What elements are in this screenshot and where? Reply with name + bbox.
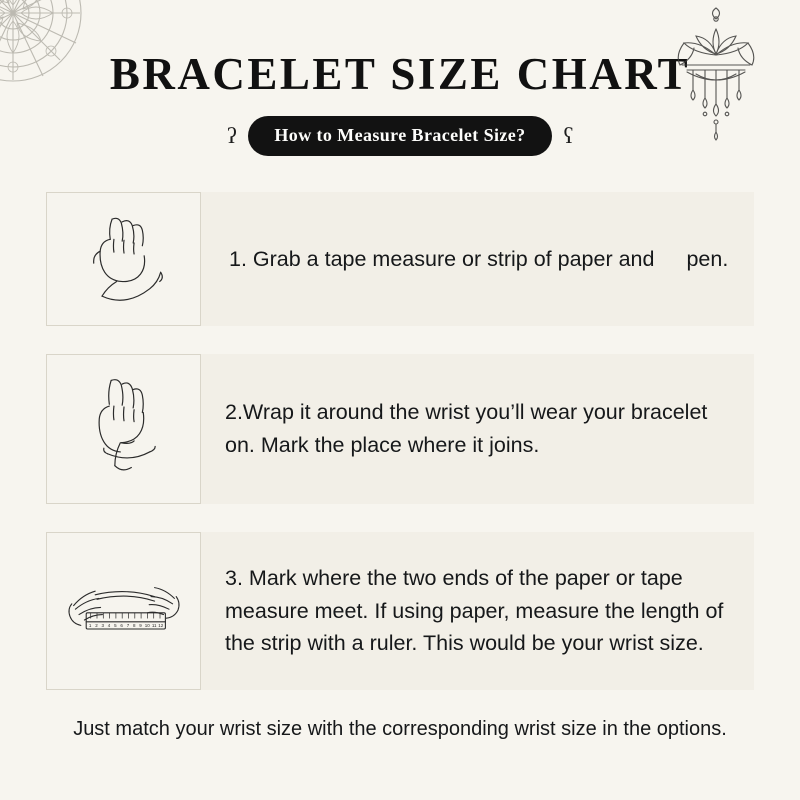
step-1-line-2: pen. <box>686 246 729 271</box>
svg-text:7: 7 <box>126 623 129 629</box>
page-header <box>0 0 800 156</box>
svg-text:5: 5 <box>113 623 117 629</box>
step-1-illustration <box>46 192 201 326</box>
svg-text:6: 6 <box>119 623 123 629</box>
svg-text:8: 8 <box>132 623 136 629</box>
flourish-left-icon: ʕ <box>226 123 237 148</box>
svg-text:10: 10 <box>144 623 150 629</box>
step-2-text: 2.Wrap it around the wrist you’ll wear your bracelet on. Mark the place where it joins. <box>225 400 708 457</box>
step-item <box>46 532 754 690</box>
how-to-measure-badge: How to Measure Bracelet Size? <box>248 116 551 156</box>
svg-text:3: 3 <box>101 623 104 629</box>
hand-fist-with-tape-icon <box>69 206 179 312</box>
svg-text:2: 2 <box>94 623 98 629</box>
steps-list <box>0 192 800 690</box>
svg-text:4: 4 <box>107 623 110 629</box>
step-1-line-1: 1. Grab a tape measure or strip of paper and <box>229 246 655 271</box>
hand-with-tape-around-wrist-icon <box>69 369 179 489</box>
step-2-illustration <box>46 354 201 504</box>
footer-note: Just match your wrist size with the corresponding wrist size in the options. <box>73 718 727 740</box>
page-title: BRACELET SIZE CHART <box>109 49 691 99</box>
subtitle-row <box>0 116 800 156</box>
step-3-text: 3. Mark where the two ends of the paper or tape measure meet. If using paper, measure the length of the strip with a ruler. This would be your wrist size. <box>225 565 724 656</box>
svg-text:1: 1 <box>88 623 91 629</box>
step-1-text <box>201 192 754 326</box>
step-item <box>46 192 754 326</box>
step-item <box>46 354 754 504</box>
svg-text:9: 9 <box>138 623 142 629</box>
step-3-illustration <box>46 532 201 690</box>
hands-measuring-strip-with-ruler-icon <box>61 557 187 665</box>
flourish-right-icon: ʕ <box>563 123 574 148</box>
svg-text:11: 11 <box>151 623 157 629</box>
svg-text:12: 12 <box>157 623 163 629</box>
